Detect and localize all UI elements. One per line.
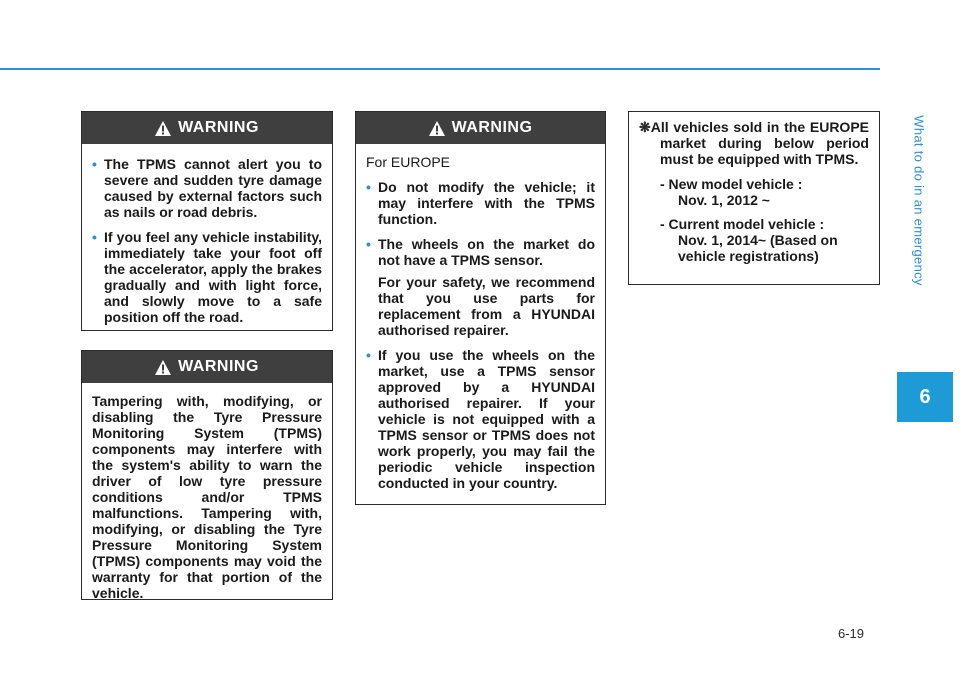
warning-title: WARNING bbox=[178, 358, 259, 375]
list-item: • The TPMS cannot alert you to severe and sudden tyre damage caused by external factors such as nails or road debris. bbox=[92, 156, 322, 220]
region-label: For EUROPE bbox=[366, 154, 451, 170]
warning-title: WARNING bbox=[178, 119, 259, 136]
list-item: • Do not modify the vehicle; it may interfere with the TPMS function. bbox=[366, 179, 595, 227]
warning-header bbox=[82, 112, 332, 144]
bullet-dot-icon: • bbox=[92, 156, 97, 172]
section-side-label bbox=[903, 30, 935, 370]
warning-triangle-icon bbox=[155, 121, 171, 136]
warning-title: WARNING bbox=[451, 119, 533, 136]
warning-box-tampering bbox=[81, 350, 333, 600]
list-item: • The wheels on the market do not have a TPMS sensor. bbox=[366, 236, 595, 268]
note-text: ❋All vehicles sold in the EUROPE market during below period must be equipped with TPMS. bbox=[639, 119, 869, 167]
warning-header bbox=[82, 351, 332, 383]
list-item: • If you use the wheels on the market, use a TPMS sensor approved by a HYUNDAI authorised repairer. If your vehicle is not equipped with a TPMS sensor or TPMS does not work properly, you may fail the periodic vehicle inspection conducted in your country. bbox=[366, 347, 595, 491]
chapter-tab: 6 bbox=[897, 372, 953, 422]
list-item: • If you feel any vehicle instability, immediately take your foot off the accelerator, apply the brakes gradually and with light force, and slowly move to a safe position off the road. bbox=[92, 229, 322, 325]
warning-triangle-icon bbox=[155, 360, 171, 375]
bullet-dot-icon: • bbox=[366, 347, 371, 363]
top-rule bbox=[0, 68, 880, 70]
page-number: 6-19 bbox=[838, 626, 865, 641]
note-asterisk-icon: ❋ bbox=[639, 119, 651, 135]
warning-triangle-icon bbox=[429, 121, 445, 136]
warning-box-europe bbox=[355, 111, 606, 505]
warning-text: Tampering with, modifying, or disabling the Tyre Pressure Monitoring System (TPMS) components may interfere with the system's ability to warn the driver of low tyre pressure conditions and/or TPMS malfunctions. Tampering with, modifying, or disabling the Tyre Pressure Monitoring System (TPMS) components may void the warranty for that portion of the vehicle. bbox=[92, 393, 322, 601]
warning-box-tyre-damage bbox=[81, 111, 333, 331]
bullet-dot-icon: • bbox=[366, 236, 371, 252]
note-box-tpms-requirement bbox=[628, 111, 880, 285]
list-item: - Current model vehicle : Nov. 1, 2014~ (Based on vehicle registrations) bbox=[660, 216, 838, 264]
section-title: What to do in an emergency bbox=[911, 114, 927, 286]
warning-header bbox=[356, 112, 605, 144]
list-item: - New model vehicle : Nov. 1, 2012 ~ bbox=[660, 176, 803, 208]
list-item-note: For your safety, we recommend that you use parts for replacement from a HYUNDAI authorised repairer. bbox=[378, 274, 595, 338]
bullet-dot-icon: • bbox=[366, 179, 371, 195]
bullet-dot-icon: • bbox=[92, 229, 97, 245]
